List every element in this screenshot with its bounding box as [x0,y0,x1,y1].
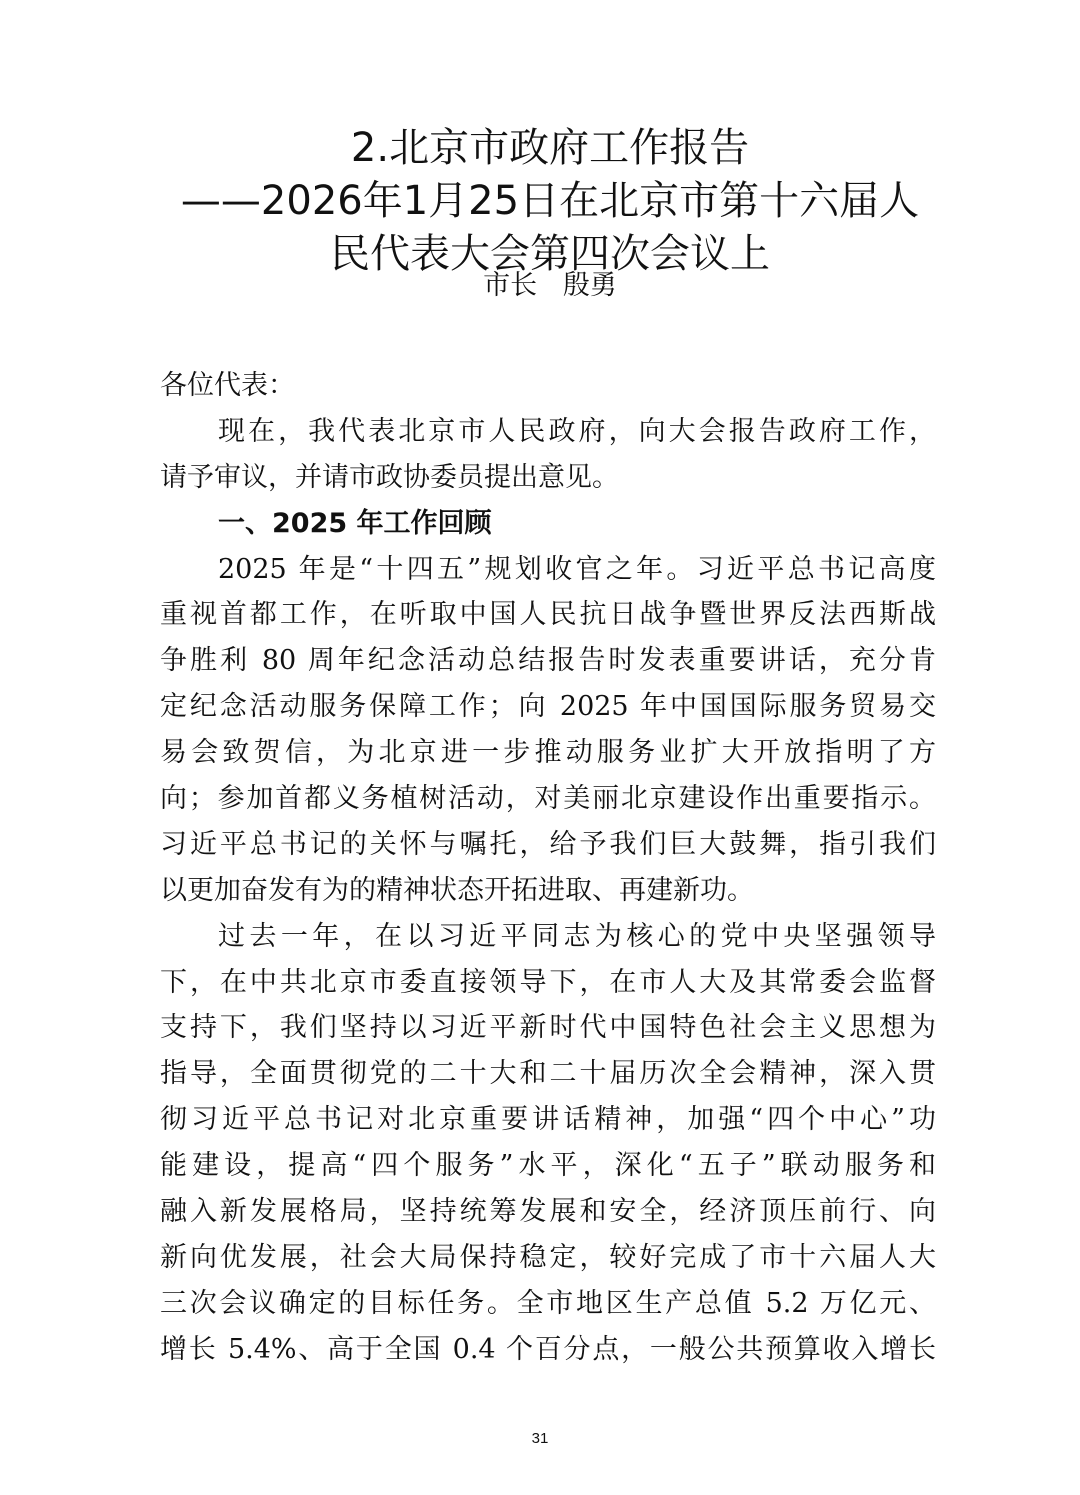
paragraph-line: 融入新发展格局，坚持统筹发展和安全，经济顶压前行、向 [160,1196,936,1228]
body-text [160,363,936,1373]
title-line-1: 2.北京市政府工作报告 [350,125,750,171]
paragraph-line: 向；参加首都义务植树活动，对美丽北京建设作出重要指示。 [160,783,936,815]
paragraph-line: 争胜利 80 周年纪念活动总结报告时发表重要讲话，充分肯 [160,645,936,677]
section-heading: 一、2025 年工作回顾 [218,507,492,539]
title-line-3: 民代表大会第四次会议上 [330,231,770,277]
paragraph-line: 过去一年，在以习近平同志为核心的党中央坚强领导 [218,920,936,952]
paragraph-line: 新向优发展，社会大局保持稳定，较好完成了市十六届人大 [160,1241,936,1273]
paragraph-line: 2025 年是“十四五”规划收官之年。习近平总书记高度 [218,553,936,585]
intro-line: 请予审议，并请市政协委员提出意见。 [160,461,619,493]
title-line-2: ——2026年1月25日在北京市第十六届人 [180,178,920,224]
paragraph-line: 重视首都工作，在听取中国人民抗日战争暨世界反法西斯战 [160,599,936,631]
document-title [150,122,950,281]
paragraph-line: 习近平总书记的关怀与嘱托，给予我们巨大鼓舞，指引我们 [160,828,936,860]
paragraph-line: 三次会议确定的目标任务。全市地区生产总值 5.2 万亿元、 [160,1287,936,1319]
paragraph-line: 支持下，我们坚持以习近平新时代中国特色社会主义思想为 [160,1012,936,1044]
author-line: 市长 殷勇 [483,270,617,301]
paragraph-line: 以更加奋发有为的精神状态开拓进取、再建新功。 [160,874,754,906]
paragraph-line: 增长 5.4%、高于全国 0.4 个百分点，一般公共预算收入增长 [160,1333,936,1365]
paragraph-line: 能建设，提高“四个服务”水平，深化“五子”联动服务和 [160,1150,936,1182]
salutation: 各位代表： [160,370,295,401]
paragraph-line: 下，在中共北京市委直接领导下，在市人大及其常委会监督 [160,966,936,998]
page-number: 31 [531,1430,549,1447]
paragraph-line: 指导，全面贯彻党的二十大和二十届历次全会精神，深入贯 [160,1058,936,1090]
intro-line: 现在，我代表北京市人民政府，向大会报告政府工作， [218,415,936,447]
paragraph-line: 易会致贺信，为北京进一步推动服务业扩大开放指明了方 [160,737,936,769]
paragraph-line: 彻习近平总书记对北京重要讲话精神，加强“四个中心”功 [160,1104,936,1136]
paragraph-line: 定纪念活动服务保障工作；向 2025 年中国国际服务贸易交 [160,691,936,723]
